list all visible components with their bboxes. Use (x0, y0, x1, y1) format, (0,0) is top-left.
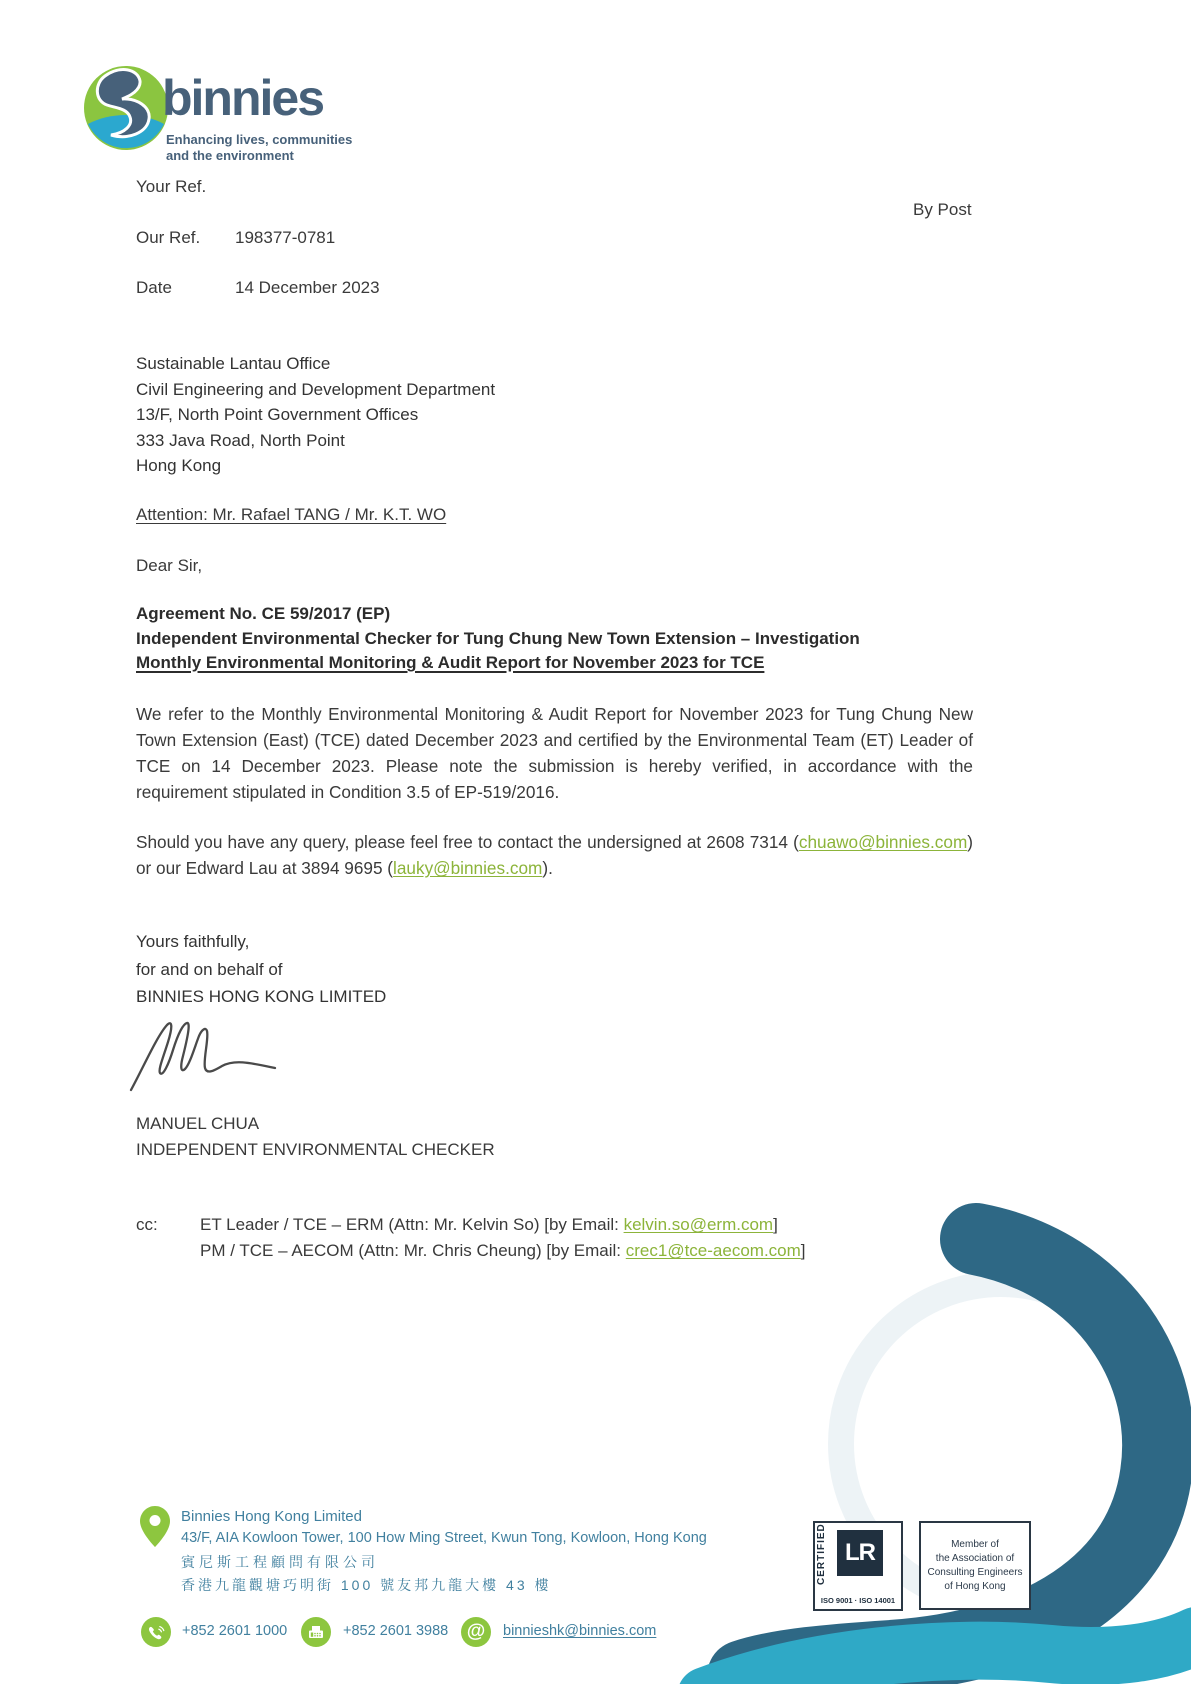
your-ref-label: Your Ref. (136, 177, 207, 196)
cc-line-2 (200, 1240, 806, 1262)
subject-block (136, 602, 860, 676)
lr-monogram: LR (837, 1530, 883, 1576)
footer-company-name: Binnies Hong Kong Limited (181, 1508, 362, 1525)
signer-title: INDEPENDENT ENVIRONMENTAL CHECKER (136, 1140, 495, 1159)
closing-block (136, 928, 386, 1011)
recipient-address-line: Sustainable Lantau Office (136, 354, 331, 373)
cc1-text-after: ] (773, 1215, 778, 1234)
cc1-text: ET Leader / TCE – ERM (Attn: Mr. Kelvin So) [by Email: (200, 1215, 624, 1234)
our-ref-value: 198377-0781 (235, 228, 336, 247)
lr-certification-badge (813, 1521, 903, 1611)
recipient-address-line: Hong Kong (136, 456, 222, 475)
recipient-address-line: 333 Java Road, North Point (136, 430, 345, 450)
closing-line3: BINNIES HONG KONG LIMITED (136, 987, 387, 1006)
email-link-lauky[interactable]: lauky@binnies.com (393, 858, 543, 878)
para2-text: ) or our Edward Lau at 3894 9695 ( (136, 832, 973, 878)
email-at-icon: @ (461, 1617, 491, 1647)
signer-name: MANUEL CHUA (136, 1114, 260, 1133)
cc2-text-after: ] (800, 1241, 806, 1260)
date-label: Date (136, 278, 172, 297)
salutation: Dear Sir, (136, 556, 203, 575)
phone-icon (141, 1617, 171, 1647)
footer-email-link[interactable]: binnieshk@binnies.com (503, 1623, 657, 1639)
email-link-chuawo[interactable]: chuawo@binnies.com (798, 832, 968, 852)
subject-line2: Independent Environmental Checker for Tung Chung New Town Extension – Investigation (136, 628, 860, 648)
body-paragraph-1: We refer to the Monthly Environmental Monitoring & Audit Report for November 2023 for Tung Chung New Town Extension (East) (TCE) dated December 2023 and certified by the Environmental Team (ET) Leader of TCE on 14 December 2023. Please note the submission is hereby verified, in accordance with the requirement stipulated in Condition 3.5 of EP-519/2016. (136, 704, 973, 802)
iso-standards-label: ISO 9001 · ISO 14001 (820, 1596, 896, 1605)
fax-icon (301, 1617, 331, 1647)
binnies-logo-wordmark: binnies (162, 70, 324, 126)
footer-fax: +852 2601 3988 (343, 1623, 449, 1639)
footer-company-zh: 賓尼斯工程顧問有限公司 (181, 1554, 379, 1570)
logo-tagline-line1: Enhancing lives, communities (166, 132, 353, 147)
ace-membership-badge (919, 1521, 1031, 1610)
membership-line: Member of (951, 1538, 999, 1550)
recipient-address (136, 351, 495, 479)
cc-label: cc: (136, 1215, 158, 1234)
date-value: 14 December 2023 (235, 278, 380, 297)
our-ref-label: Our Ref. (136, 228, 201, 247)
membership-line: of Hong Kong (944, 1580, 1006, 1592)
closing-line2: for and on behalf of (136, 959, 283, 979)
delivery-method: By Post (913, 200, 972, 219)
logo-tagline-line2: and the environment (166, 148, 294, 163)
subject-line1: Agreement No. CE 59/2017 (EP) (136, 604, 391, 623)
recipient-address-line: 13/F, North Point Government Offices (136, 405, 419, 424)
recipient-address-line: Civil Engineering and Development Department (136, 379, 496, 399)
footer-address-zh: 香港九龍觀塘巧明街 100 號友邦九龍大樓 43 樓 (181, 1577, 552, 1593)
subject-line3: Monthly Environmental Monitoring & Audit Report for November 2023 for TCE (136, 653, 765, 672)
body-paragraph-2 (136, 829, 973, 881)
email-link-kelvin-so[interactable]: kelvin.so@erm.com (623, 1215, 774, 1234)
certified-label: CERTIFIED (816, 1523, 827, 1585)
closing-line1: Yours faithfully, (136, 932, 250, 951)
cc2-text: PM / TCE – AECOM (Attn: Mr. Chris Cheung) [by Email: (200, 1241, 626, 1260)
footer-address-en: 43/F, AIA Kowloon Tower, 100 How Ming Street, Kwun Tong, Kowloon, Hong Kong (181, 1530, 707, 1546)
membership-line: the Association of (935, 1552, 1015, 1564)
location-pin-icon (140, 1506, 170, 1547)
handwritten-signature (123, 1018, 288, 1098)
cc-line-1 (200, 1214, 778, 1236)
footer-phone: +852 2601 1000 (182, 1623, 288, 1639)
email-link-crec1[interactable]: crec1@tce-aecom.com (625, 1241, 801, 1260)
binnies-logo-icon (80, 62, 172, 154)
para2-text: ). (542, 858, 553, 878)
logo-tagline (166, 132, 352, 164)
membership-line: Consulting Engineers (927, 1566, 1023, 1578)
para2-text: Should you have any query, please feel free to contact the undersigned at 2608 7314 ( (136, 832, 799, 852)
attention-line: Attention: Mr. Rafael TANG / Mr. K.T. WO (136, 505, 447, 524)
